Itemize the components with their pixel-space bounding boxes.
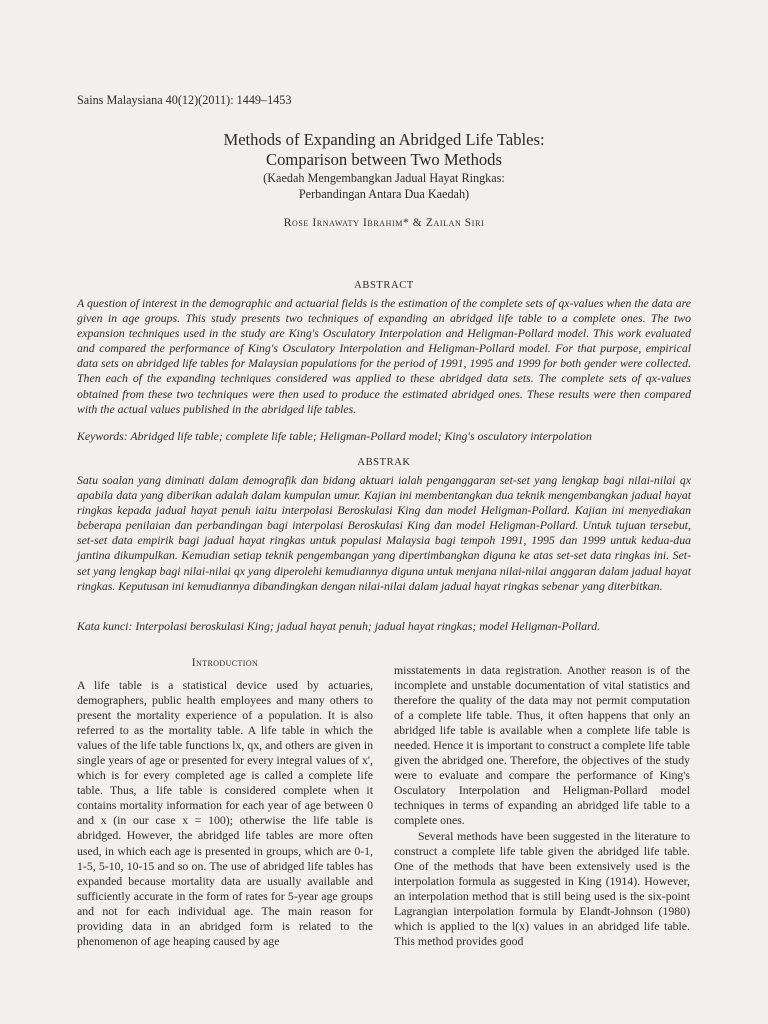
keywords: Keywords: Abridged life table; complete life table; Heligman-Pollard model; King's osculatory interpolation (77, 429, 592, 443)
paper-title-line-1: Methods of Expanding an Abridged Life Tables: (223, 130, 545, 149)
authors: Rose Irnawaty Ibrahim* & Zailan Siri (283, 217, 485, 229)
paper-subtitle-line-1: (Kaedah Mengembangkan Jadual Hayat Ringkas: (263, 171, 505, 185)
intro-paragraph-1: A life table is a statistical device used by actuaries, demographers, public health employees and many others to present the mortality experience of a population. It is also referred to as the mortality table. A life table in which the values of the life table functions lx, qx, and others are given in single years of age or presented for every integral values of x', which is for every completed age is called a complete life table. Thus, a life table is considered complete when it contains mortality information for each year of age between 0 and x (in our case x = 100); otherwise the life table is abridged. However, the abridged life tables are more often used, in which each age is presented in groups, which are 0-1, 1-5, 5-10, 10-15 and so on. The use of abridged life tables has expanded because mortality data are usually available and sufficiently accurate in the form of rates for 5-year age groups and not for each individual age. The main reason for providing data in an abridged form is related to the phenomenon of age heaping caused by age (77, 678, 373, 948)
column-left (77, 678, 373, 949)
kata-kunci: Kata kunci: Interpolasi beroskulasi King; jadual hayat penuh; jadual hayat ringkas; model Heligman-Pollard. (77, 619, 601, 633)
intro-paragraph-2: Several methods have been suggested in the literature to construct a complete life table given the abridged life table. One of the methods that have been extensively used is the interpolation formula as suggested in King (1914). However, an interpolation method that is still being used is the six-point Lagrangian interpolation formula by Elandt-Johnson (1980) which is applied to the l(x) values in an abridged life table. This method provides good (394, 828, 690, 948)
journal-reference: Sains Malaysiana 40(12)(2011): 1449–1453 (77, 93, 292, 107)
abstrak-heading: ABSTRAK (357, 457, 411, 468)
abstract-heading: ABSTRACT (354, 280, 414, 291)
abstract-text: A question of interest in the demographic and actuarial fields is the estimation of the complete sets of qx-values when the data are given in age groups. This study presents two techniques of expanding an abridged life table to a complete ones. The two expansion techniques used in the study are King's Osculatory Interpolation and Heligman-Pollard model. This work evaluated and compared the performance of King's Osculatory Interpolation and Heligman-Pollard model. For that purpose, empirical data sets on abridged life tables for Malaysian populations for the period of 1991, 1995 and 1999 for both gender were collected. Then each of the expanding techniques considered was applied to these abridged data sets. The complete sets of qx-values obtained from these two techniques were then used to produce the estimated abridged ones. These results were then compared with the actual values published in the abridged life tables. (77, 296, 691, 416)
title-block (77, 130, 691, 202)
introduction-heading: Introduction (191, 657, 259, 669)
abstrak-text: Satu soalan yang diminati dalam demografik dan bidang aktuari ialah penganggaran set-set yang lengkap bagi nilai-nilai qx apabila data yang diberikan adalah dalam kumpulan umur. Kajian ini membentangkan dua teknik mengembangkan jadual hayat ringkas kepada jadual hayat penuh iaitu interpolasi Beroskulasi King dan model Heligman-Pollard. Kajian ini menyediakan beberapa penilaian dan perbandingan bagi interpolasi Beroskulasi King dan model Heligman-Pollard. Untuk tujuan tersebut, set-set data empirik bagi jadual hayat ringkas untuk populasi Malaysia bagi tempoh 1991, 1995 dan 1999 untuk kedua-dua jantina dikumpulkan. Kemudian setiap teknik pengembangan yang dipertimbangkan diguna ke atas set-set data ringkas ini. Set-set yang lengkap bagi nilai-nilai qx yang diperolehi kemudiannya diguna untuk menjana nilai-nilai anggaran dalam jadual hayat ringkas. Keputusan ini kemudiannya dibandingkan dengan nilai-nilai dalam jadual hayat ringkas sebenar yang diterbitkan. (77, 473, 691, 593)
paper-title-line-2: Comparison between Two Methods (266, 150, 502, 169)
paper-subtitle-line-2: Perbandingan Antara Dua Kaedah) (298, 187, 470, 201)
intro-paragraph-1-cont: misstatements in data registration. Another reason is of the incomplete and unstable documentation of vital statistics and therefore the quality of the data may not permit computation of a complete life table. Thus, it often happens that only an abridged life table is available when a complete life table is needed. Hence it is important to construct a complete life table given the abridged one. Therefore, the objectives of the study were to evaluate and compare the performance of King's Osculatory Interpolation and Heligman-Pollard model techniques in terms of expanding an abridged life table to a complete ones. (394, 663, 690, 828)
column-right (394, 663, 690, 949)
